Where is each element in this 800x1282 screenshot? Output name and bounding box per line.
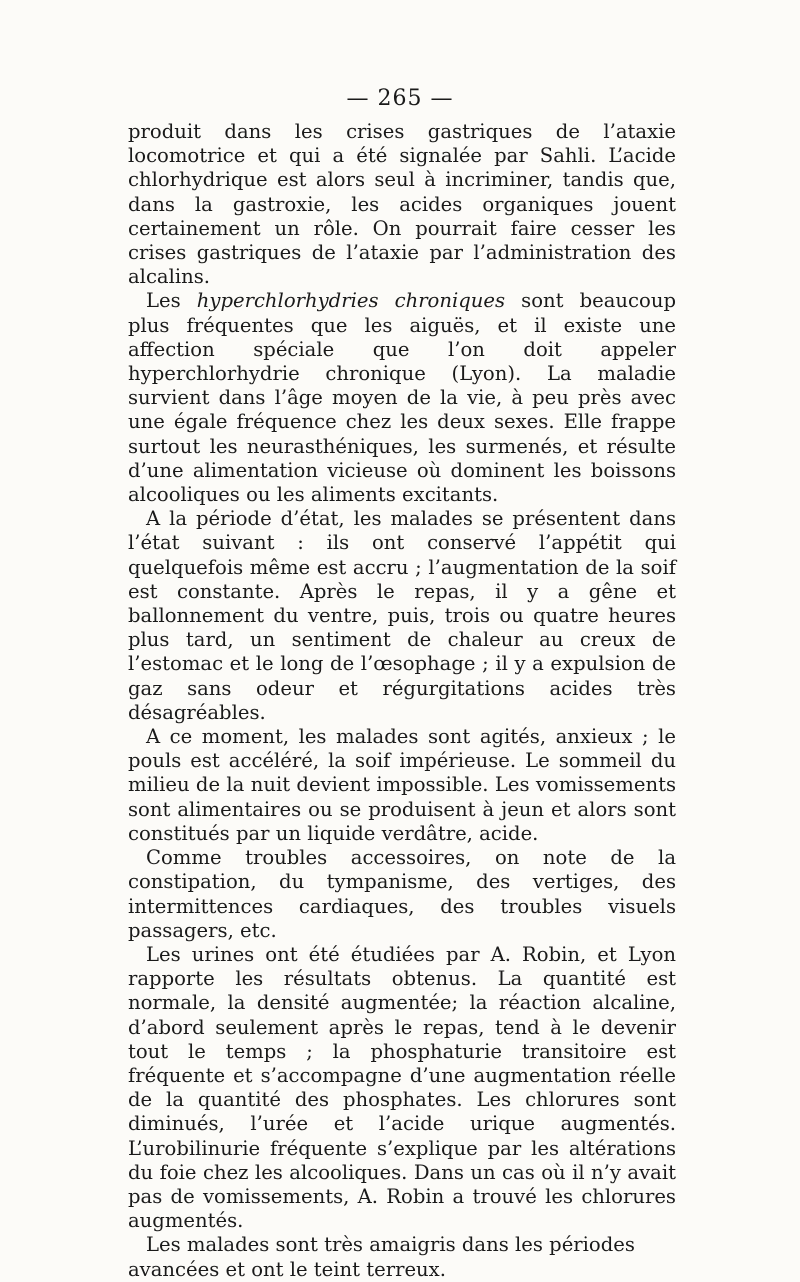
paragraph-1: produit dans les crises gastriques de l’ataxie locomotrice et qui a été signalée par Sahli. L’acide chlorhydrique est alors seul à incriminer, tandis que, dans la gastroxie, les acides organiques jouent certainement un rôle. On pourrait faire cesser les crises gastriques de l’ataxie par l’administration des alcalins. xyxy=(128,120,676,289)
paragraph-5: Comme troubles accessoires, on note de la constipation, du tympanisme, des vertiges, des intermittences cardiaques, des troubles visuels passagers, etc. xyxy=(128,846,676,942)
paragraph-2-lead: Les xyxy=(146,289,197,313)
paragraph-2 xyxy=(128,289,676,507)
page-number: — 265 — xyxy=(346,86,454,111)
paragraph-6: Les urines ont été étudiées par A. Robin, et Lyon rapporte les résultats obtenus. La quantité est normale, la densité augmentée; la réaction alcaline, d’abord seulement après le repas, tend à le devenir tout le temps ; la phosphaturie transitoire est fréquente et s’accompagne d’une augmentation réelle de la quantité des phosphates. Les chlorures sont diminués, l’urée et l’acide urique augmentés. L’urobilinurie fréquente s’explique par les altérations du foie chez les alcooliques. Dans un cas où il n’y avait pas de vomissements, A. Robin a trouvé les chlorures augmentés. xyxy=(128,942,676,1233)
body-text xyxy=(128,120,676,1282)
paragraph-7: Les malades sont très amaigris dans les périodes avancées et ont le teint terreux. xyxy=(128,1233,635,1281)
paragraph-4: A ce moment, les malades sont agités, anxieux ; le pouls est accéléré, la soif impérieuse. Le sommeil du milieu de la nuit devient impossible. Les vomissements sont alimentaires ou se produisent à jeun et alors sont constitués par un liquide verdâtre, acide. xyxy=(128,725,676,845)
paragraph-2-rest: sont beaucoup plus fréquentes que les aiguës, et il existe une affection spéciale que l’on doit appeler hyperchlorhydrie chronique (Lyon). La maladie survient dans l’âge moyen de la vie, à peu près avec une égale fréquence chez les deux sexes. Elle frappe surtout les neurasthéniques, les surmenés, et résulte d’une alimentation vicieuse où dominent les boissons alcooliques ou les aliments excitants. xyxy=(128,289,676,507)
paragraph-2-italic-term: hyperchlorhydries chroniques xyxy=(196,289,506,313)
paragraph-3: A la période d’état, les malades se présentent dans l’état suivant : ils ont conservé l’appétit qui quelquefois même est accru ; l’augmentation de la soif est constante. Après le repas, il y a gêne et ballonnement du ventre, puis, trois ou quatre heures plus tard, un sentiment de chaleur au creux de l’estomac et le long de l’œsophage ; il y a expulsion de gaz sans odeur et régurgitations acides très désagréables. xyxy=(128,507,676,724)
